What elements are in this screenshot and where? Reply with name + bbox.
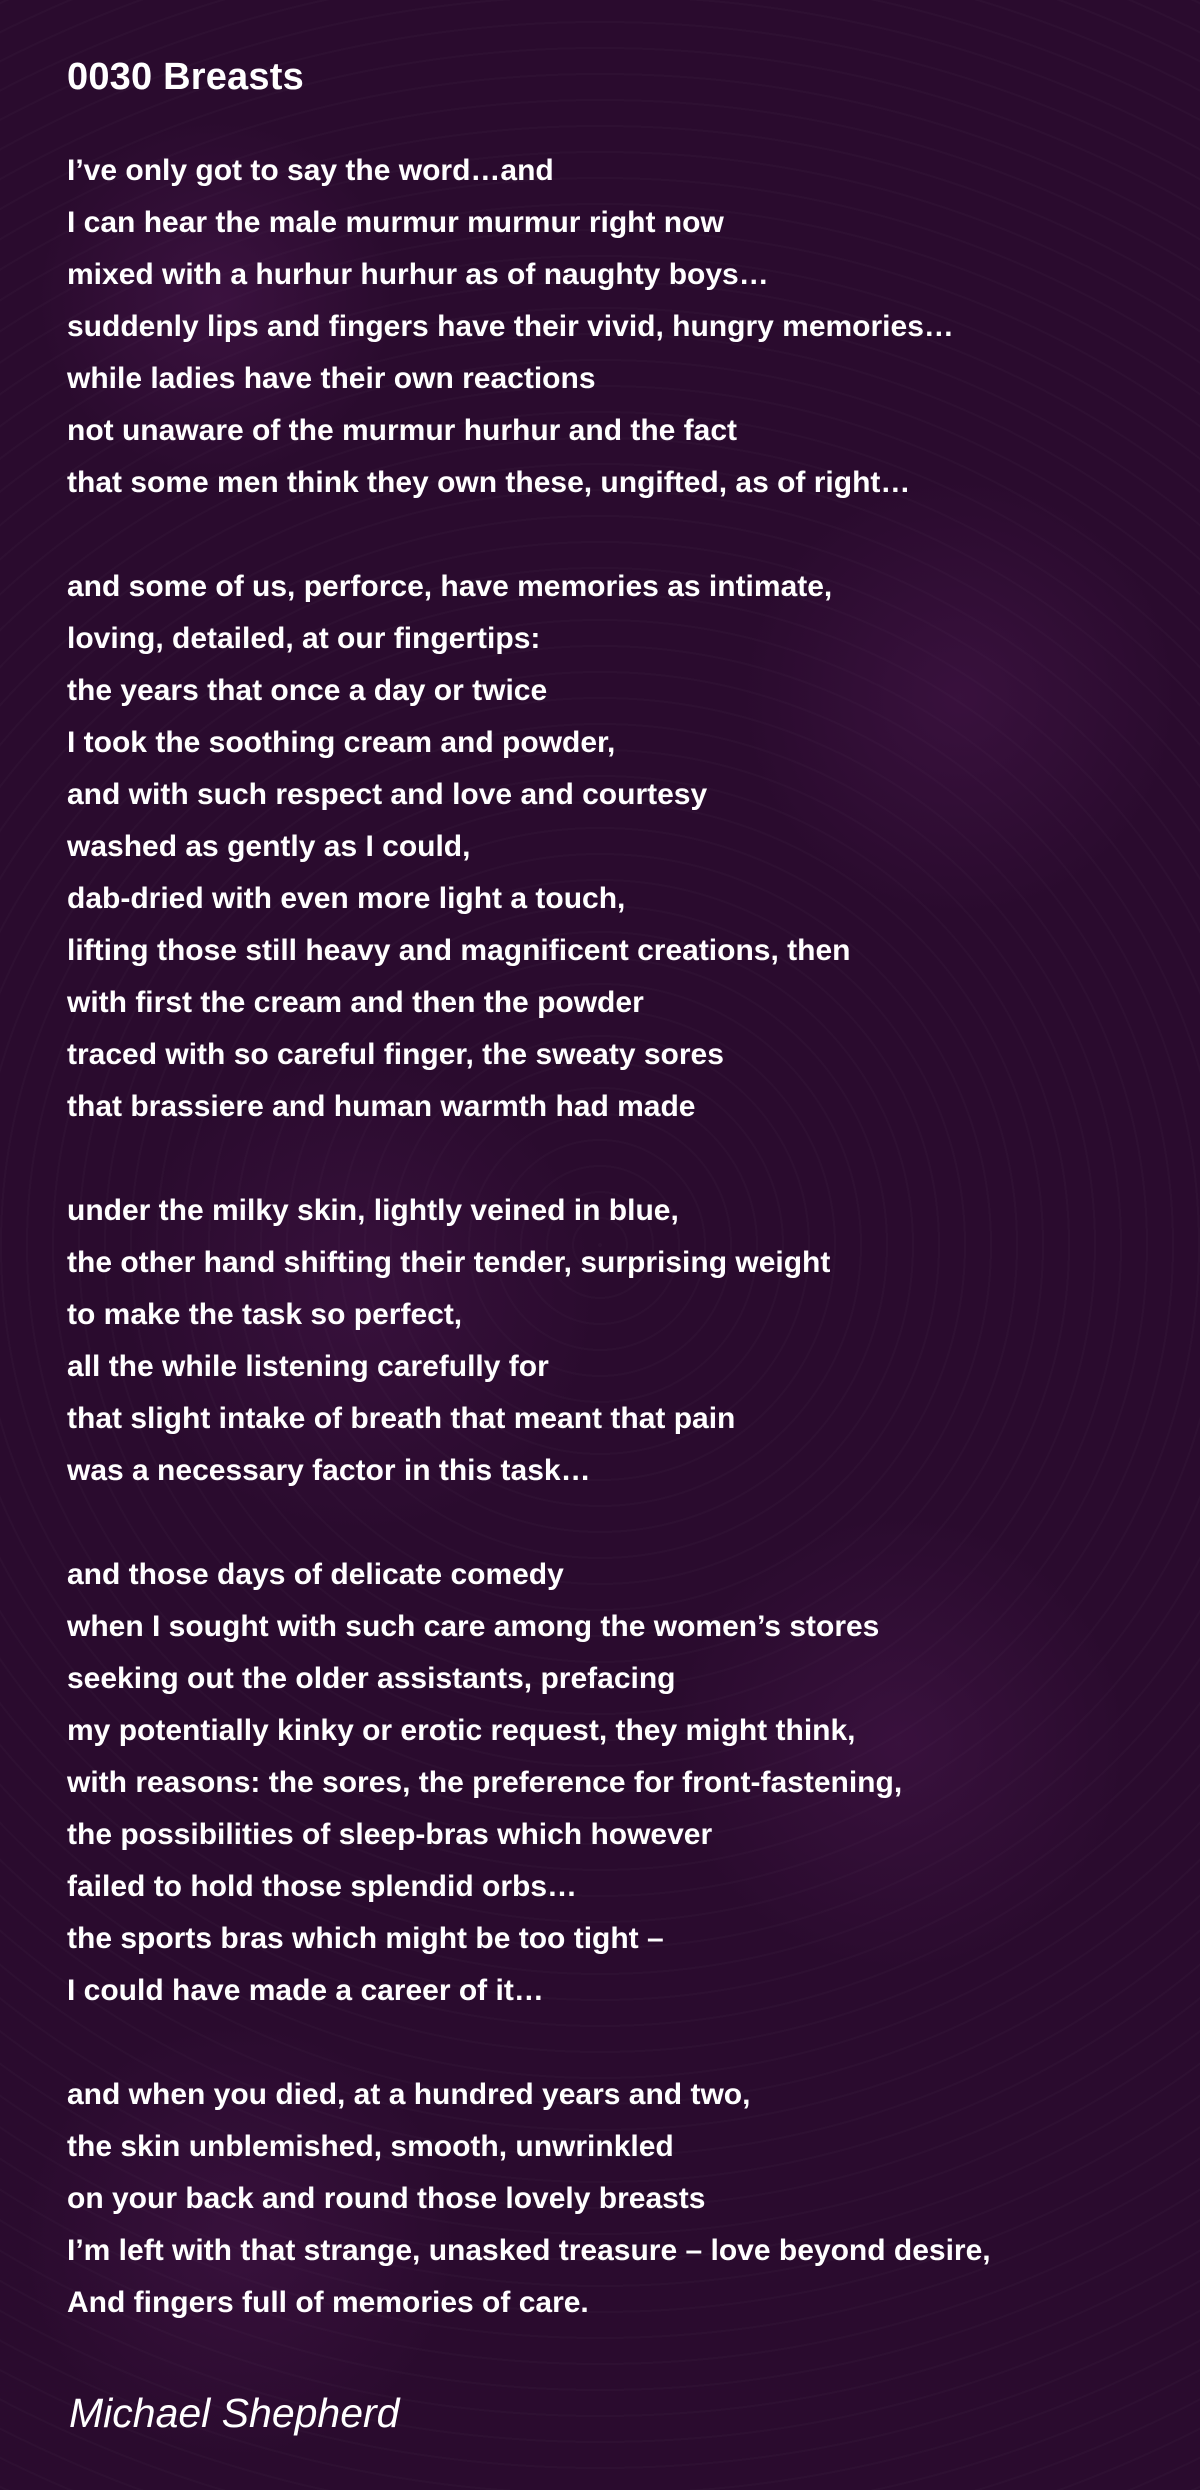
poem-author: Michael Shepherd	[69, 2390, 400, 2436]
poem-line: failed to hold those splendid orbs…	[67, 1870, 578, 1903]
poem-line: my potentially kinky or erotic request, they might think,	[67, 1714, 856, 1747]
poem-line: the years that once a day or twice	[67, 674, 548, 707]
poem-line: and when you died, at a hundred years and two,	[67, 2078, 751, 2111]
poem-line: on your back and round those lovely breasts	[67, 2182, 706, 2215]
poem-line: suddenly lips and fingers have their vivid, hungry memories…	[67, 310, 954, 343]
poem-line: dab-dried with even more light a touch,	[67, 882, 626, 915]
poem-line: the possibilities of sleep-bras which however	[67, 1818, 713, 1851]
poem-line: when I sought with such care among the women’s stores	[67, 1610, 880, 1643]
stanza-4	[67, 1549, 1134, 2017]
poem-line: traced with so careful finger, the sweaty sores	[67, 1038, 724, 1071]
poem-line: the other hand shifting their tender, surprising weight	[67, 1246, 831, 1279]
poem-line: with reasons: the sores, the preference for front-fastening,	[67, 1766, 903, 1799]
poem-line: washed as gently as I could,	[67, 830, 471, 863]
poem-line: and those days of delicate comedy	[67, 1558, 564, 1591]
poem-line: that slight intake of breath that meant that pain	[67, 1402, 736, 1435]
poem-line: the skin unblemished, smooth, unwrinkled	[67, 2130, 674, 2163]
poem-line: with first the cream and then the powder	[67, 986, 644, 1019]
poem-line: and some of us, perforce, have memories as intimate,	[67, 570, 833, 603]
poem-line: that brassiere and human warmth had made	[67, 1090, 696, 1123]
poem-line: mixed with a hurhur hurhur as of naughty boys…	[67, 258, 769, 291]
poem-line: all the while listening carefully for	[67, 1350, 549, 1383]
poem-title: 0030 Breasts	[67, 56, 304, 98]
poem-line: under the milky skin, lightly veined in blue,	[67, 1194, 679, 1227]
poem-line: loving, detailed, at our fingertips:	[67, 622, 541, 655]
poem-line: that some men think they own these, ungifted, as of right…	[67, 466, 911, 499]
poem-line: while ladies have their own reactions	[67, 362, 596, 395]
stanza-1	[67, 145, 1134, 509]
poem-line: to make the task so perfect,	[67, 1298, 463, 1331]
poem-line: not unaware of the murmur hurhur and the fact	[67, 414, 738, 447]
poem-line: I’m left with that strange, unasked treasure – love beyond desire,	[67, 2234, 991, 2267]
poem-line: the sports bras which might be too tight –	[67, 1922, 664, 1955]
stanza-2	[67, 561, 1134, 1133]
poem-line: I took the soothing cream and powder,	[67, 726, 616, 759]
poem-line: I could have made a career of it…	[67, 1974, 544, 2007]
poem-line: I’ve only got to say the word…and	[67, 154, 554, 187]
poem-line: lifting those still heavy and magnificent creations, then	[67, 934, 851, 967]
stanza-3	[67, 1185, 1134, 1497]
poem-body	[67, 145, 1134, 2329]
poem-line: and with such respect and love and courtesy	[67, 778, 708, 811]
poem-line: And fingers full of memories of care.	[67, 2286, 589, 2319]
poem-line: I can hear the male murmur murmur right now	[67, 206, 724, 239]
stanza-5	[67, 2069, 1134, 2329]
poem-line: was a necessary factor in this task…	[67, 1454, 591, 1487]
poem-line: seeking out the older assistants, prefacing	[67, 1662, 676, 1695]
